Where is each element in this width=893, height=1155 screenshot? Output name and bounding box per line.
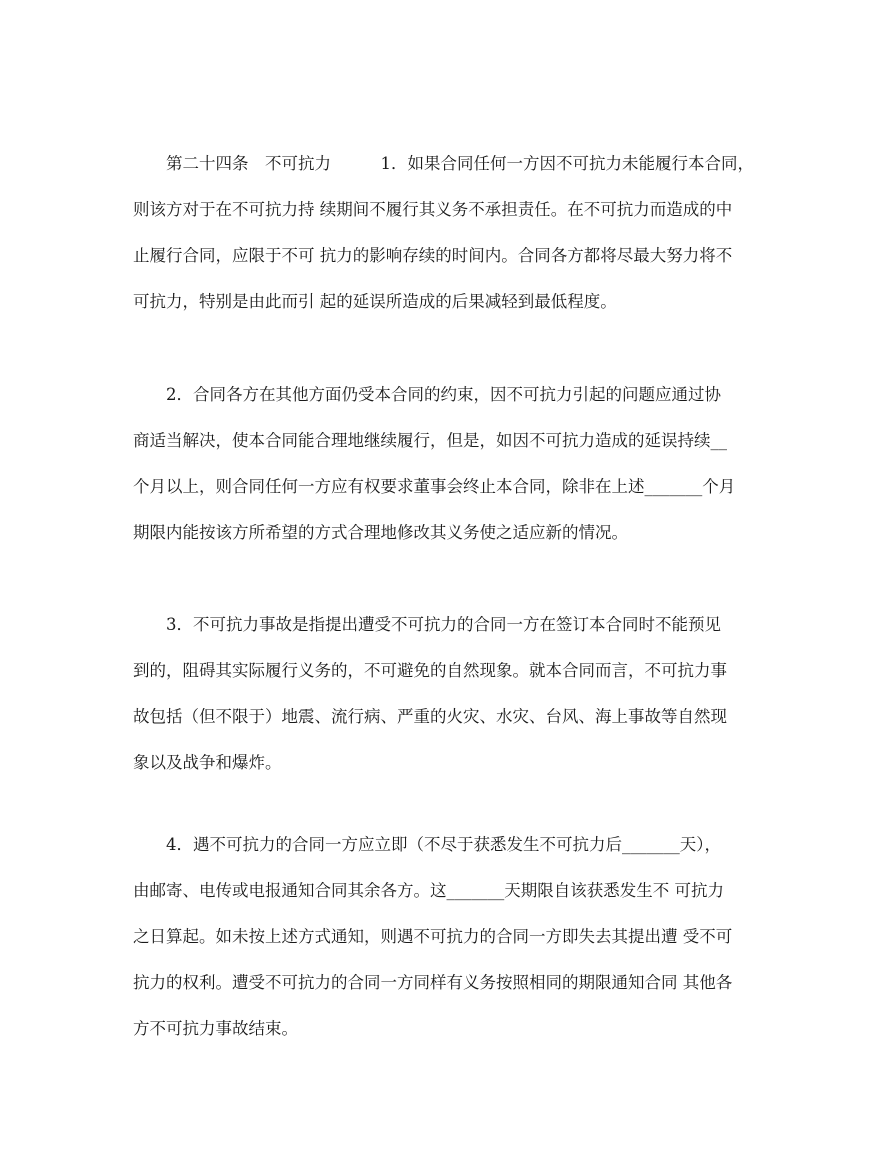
paragraph-clause-4 <box>133 822 778 1052</box>
text-line: 3．不可抗力事故是指提出遭受不可抗力的合同一方在签订本合同时不能预见 <box>133 615 721 634</box>
paragraph-article-24-clause-1 <box>133 141 778 325</box>
paragraph-clause-3 <box>133 602 778 786</box>
text-line: 期限内能按该方所希望的方式合理地修改其义务使之适应新的情况。 <box>133 523 628 542</box>
text-line: 抗力的权利。遭受不可抗力的合同一方同样有义务按照相同的期限通知合同 其他各 <box>133 973 733 992</box>
paragraph-clause-2 <box>133 372 778 556</box>
text-line: 则该方对于在不可抗力持 续期间不履行其义务不承担责任。在不可抗力而造成的中 <box>133 200 733 219</box>
text-line: 可抗力，特别是由此而引 起的延误所造成的后果减轻到最低程度。 <box>133 292 617 311</box>
text-line: 象以及战争和爆炸。 <box>133 753 282 772</box>
text-line: 止履行合同，应限于不可 抗力的影响存续的时间内。合同各方都将尽最大努力将不 <box>133 246 733 265</box>
text-line: 4．遇不可抗力的合同一方应立即（不尽于获悉发生不可抗力后_______天）， <box>133 835 721 854</box>
text-line: 第二十四条 不可抗力 1．如果合同任何一方因不可抗力未能履行本合同， <box>133 154 754 173</box>
text-line: 故包括（但不限于）地震、流行病、严重的火灾、水灾、台风、海上事故等自然现 <box>133 707 727 726</box>
text-line: 2．合同各方在其他方面仍受本合同的约束，因不可抗力引起的问题应通过协 <box>133 385 721 404</box>
text-line: 之日算起。如未按上述方式通知，则遇不可抗力的合同一方即失去其提出遭 受不可 <box>133 927 733 946</box>
text-line: 商适当解决，使本合同能合理地继续履行，但是，如因不可抗力造成的延误持续__ <box>133 431 727 450</box>
text-line: 个月以上，则合同任何一方应有权要求董事会终止本合同，除非在上述_______个月 <box>133 477 736 496</box>
text-line: 由邮寄、电传或电报通知合同其余各方。这_______天期限自该获悉发生不 可抗力 <box>133 881 724 900</box>
text-line: 方不可抗力事故结束。 <box>133 1019 298 1038</box>
text-line: 到的，阻碍其实际履行义务的，不可避免的自然现象。就本合同而言，不可抗力事 <box>133 661 727 680</box>
